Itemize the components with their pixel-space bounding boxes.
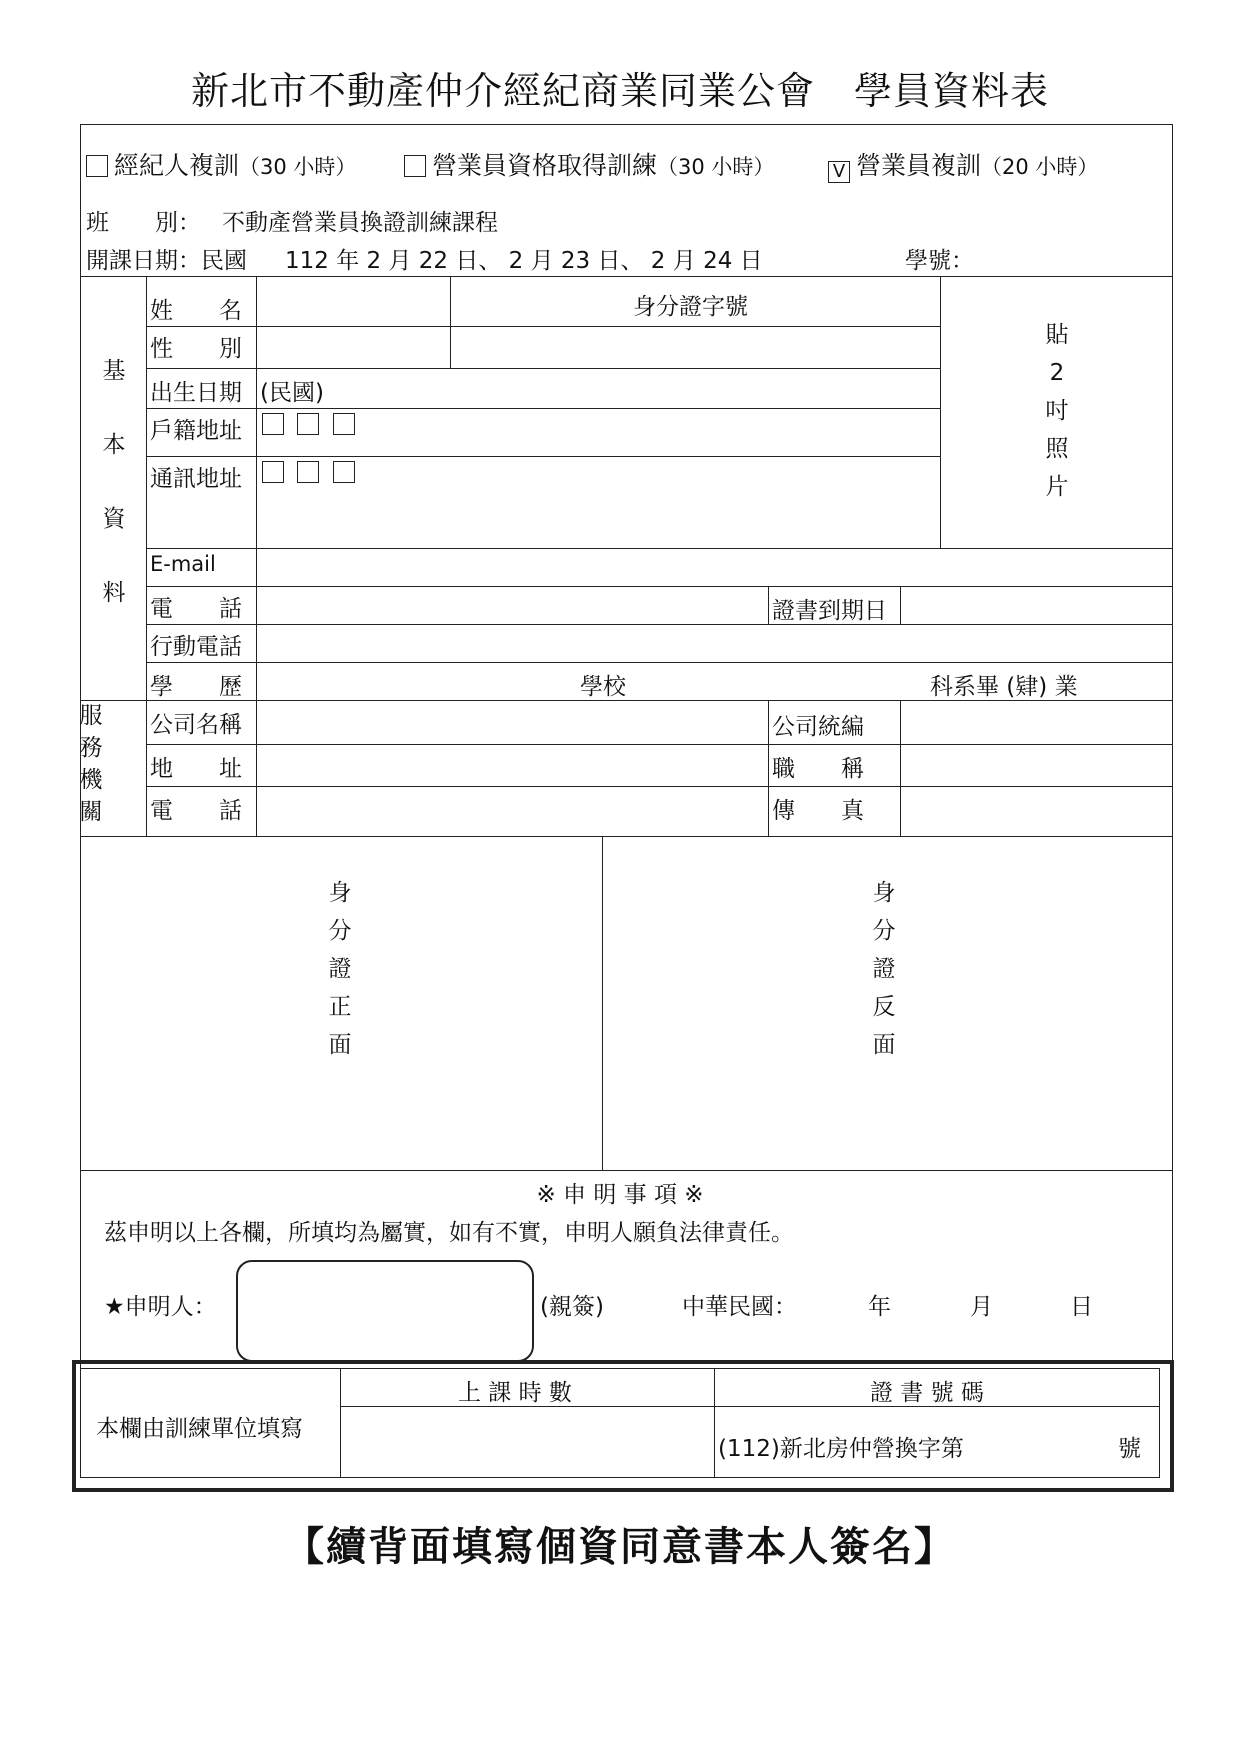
id-back-5: 面 xyxy=(872,1032,896,1058)
expiry-label: 證書到期日 xyxy=(772,598,887,624)
divider xyxy=(146,744,1172,745)
fax-label: 傳 真 xyxy=(772,798,864,824)
hours-header: 上 課 時 數 xyxy=(458,1380,572,1406)
cert-no-suffix: 號 xyxy=(1118,1436,1141,1462)
divider xyxy=(340,1368,341,1478)
gender-label: 性 別 xyxy=(150,336,242,362)
divider xyxy=(146,456,940,457)
section-basic-1: 基 xyxy=(102,358,126,384)
divider xyxy=(768,700,769,836)
month-label: 月 xyxy=(970,1294,993,1320)
dates-label: 開課日期：民國 xyxy=(86,248,247,274)
birth-label: 出生日期 xyxy=(150,380,242,406)
postal-code-boxes[interactable] xyxy=(262,412,361,438)
signature-box[interactable] xyxy=(236,1260,534,1362)
divider xyxy=(940,276,941,548)
year-label: 年 xyxy=(868,1294,891,1320)
class-value: 不動產營業員換證訓練課程 xyxy=(222,210,498,236)
mailing-label: 通訊地址 xyxy=(150,466,242,492)
postal-box-icon[interactable] xyxy=(262,461,284,483)
divider xyxy=(146,662,1172,663)
tax-id-label: 公司統編 xyxy=(772,714,864,740)
course-option-1[interactable]: 經紀人複訓（30 小時） xyxy=(86,146,356,182)
day-label: 日 xyxy=(1070,1294,1093,1320)
section-basic-2: 本 xyxy=(102,432,126,458)
divider xyxy=(146,326,940,327)
divider xyxy=(146,276,147,836)
frame-top xyxy=(80,124,1172,125)
id-front-4: 正 xyxy=(328,994,352,1020)
id-front-5: 面 xyxy=(328,1032,352,1058)
divider xyxy=(900,586,901,624)
cert-no-header: 證 書 號 碼 xyxy=(870,1380,984,1406)
divider xyxy=(146,624,1172,625)
id-front-3: 證 xyxy=(328,956,352,982)
divider xyxy=(146,548,1172,549)
roc-label: 中華民國： xyxy=(682,1294,797,1320)
department-label: 科系畢 (肄) 業 xyxy=(930,674,1078,700)
postal-box-icon[interactable] xyxy=(333,413,355,435)
checked-checkbox-icon[interactable]: V xyxy=(828,161,850,183)
company-phone-label: 電 話 xyxy=(150,798,242,824)
photo-3: 吋 xyxy=(1045,398,1069,424)
email-label: E-mail xyxy=(150,552,216,576)
postal-box-icon[interactable] xyxy=(297,413,319,435)
photo-2: 2 xyxy=(1049,360,1065,386)
job-title-label: 職 稱 xyxy=(772,756,864,782)
divider xyxy=(768,586,769,624)
divider xyxy=(602,836,603,1170)
student-no-label: 學號： xyxy=(905,248,974,274)
phone-label: 電 話 xyxy=(150,596,242,622)
section-company-2: 務 xyxy=(79,735,103,761)
course-option-2[interactable]: 營業員資格取得訓練（30 小時） xyxy=(404,146,774,182)
photo-4: 照 xyxy=(1045,436,1069,462)
divider xyxy=(80,836,1172,837)
postal-box-icon[interactable] xyxy=(333,461,355,483)
training-label: 本欄由訓練單位填寫 xyxy=(96,1416,303,1442)
education-label: 學 歷 xyxy=(150,674,242,700)
postal-box-icon[interactable] xyxy=(297,461,319,483)
id-back-4: 反 xyxy=(872,994,896,1020)
dates-value: 112 年 2 月 22 日、 2 月 23 日、 2 月 24 日 xyxy=(285,248,763,274)
id-front-1: 身 xyxy=(328,880,352,906)
id-back-1: 身 xyxy=(872,880,896,906)
section-basic-3: 資 xyxy=(102,506,126,532)
section-company-4: 關 xyxy=(79,799,103,825)
checkbox-icon[interactable] xyxy=(404,155,426,177)
id-number-label: 身分證字號 xyxy=(633,294,748,320)
photo-1: 貼 xyxy=(1045,322,1069,348)
divider xyxy=(146,408,940,409)
postal-box-icon[interactable] xyxy=(262,413,284,435)
divider xyxy=(80,700,1172,701)
course-option-3[interactable]: V 營業員複訓（20 小時） xyxy=(828,146,1098,183)
sign-label: (親簽) xyxy=(540,1294,604,1320)
school-label: 學校 xyxy=(580,674,626,700)
divider xyxy=(256,276,257,836)
page-title: 新北市不動產仲介經紀商業同業公會 學員資料表 xyxy=(190,69,1049,113)
footer-note: 【續背面填寫個資同意書本人簽名】 xyxy=(284,1524,956,1570)
section-company-3: 機 xyxy=(79,767,103,793)
divider xyxy=(714,1368,715,1478)
postal-code-boxes[interactable] xyxy=(262,460,361,486)
id-front-2: 分 xyxy=(328,918,352,944)
divider xyxy=(146,368,940,369)
divider xyxy=(146,586,1172,587)
declarant-label: ★申明人： xyxy=(104,1294,217,1320)
id-back-2: 分 xyxy=(872,918,896,944)
declaration-text: 茲申明以上各欄，所填均為屬實，如有不實，申明人願負法律責任。 xyxy=(104,1220,794,1246)
company-name-label: 公司名稱 xyxy=(150,712,242,738)
cert-no-value: (112)新北房仲營換字第 xyxy=(718,1436,964,1462)
birth-value: (民國) xyxy=(260,380,324,406)
mobile-label: 行動電話 xyxy=(150,634,242,660)
checkbox-icon[interactable] xyxy=(86,155,108,177)
section-company-1: 服 xyxy=(79,703,103,729)
name-label: 姓 名 xyxy=(150,298,242,324)
divider xyxy=(80,276,1172,277)
divider xyxy=(900,700,901,836)
residence-label: 戶籍地址 xyxy=(150,418,242,444)
divider xyxy=(80,1170,1172,1171)
divider xyxy=(450,276,451,368)
section-basic-4: 料 xyxy=(102,580,126,606)
class-label: 班 別： xyxy=(86,210,201,236)
photo-5: 片 xyxy=(1045,474,1069,500)
declaration-heading: ※ 申 明 事 項 ※ xyxy=(536,1182,704,1208)
id-back-3: 證 xyxy=(872,956,896,982)
divider xyxy=(146,786,1172,787)
company-address-label: 地 址 xyxy=(150,756,242,782)
